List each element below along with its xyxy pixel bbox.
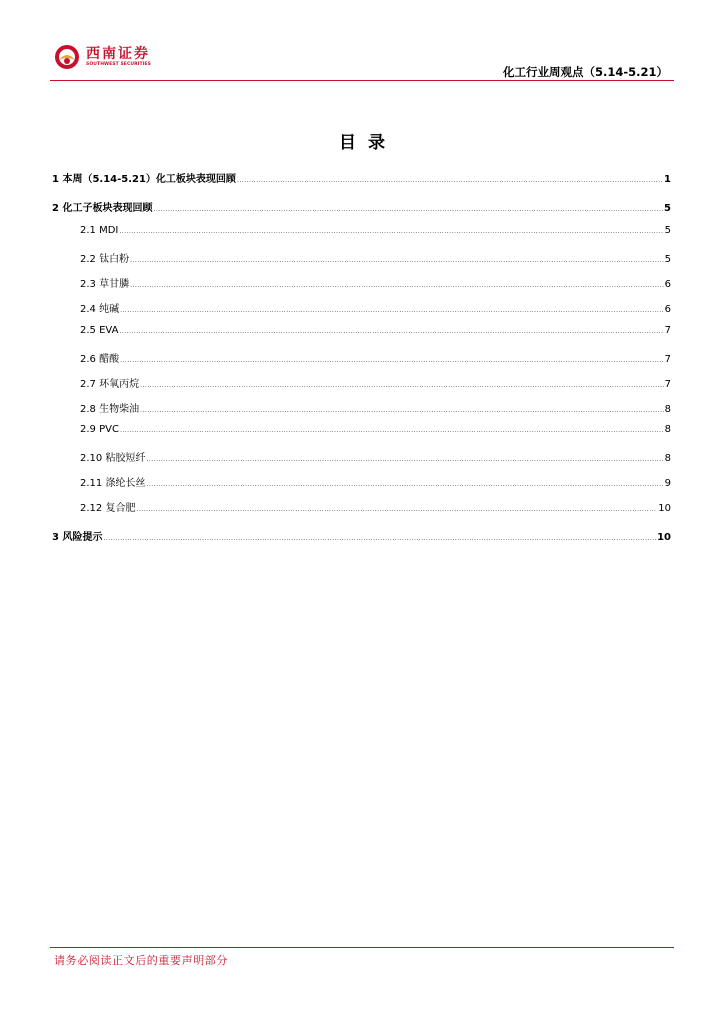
toc-entry-page-number: 10: [657, 532, 671, 543]
toc-entry[interactable]: [52, 449, 671, 465]
toc-entry-page-number: 6: [664, 304, 671, 315]
toc-dot-leader: [136, 506, 657, 513]
toc-dot-leader: [120, 427, 664, 434]
toc-entry[interactable]: [52, 250, 671, 266]
toc-dot-leader: [130, 257, 664, 264]
toc-entry[interactable]: [52, 424, 671, 440]
toc-dot-leader: [146, 481, 663, 488]
company-logo: [54, 44, 151, 70]
toc-entry-label: 2.10 粘胶短纤: [80, 453, 146, 464]
toc-dot-leader: [119, 328, 663, 335]
toc-entry-label: 2.11 涤纶长丝: [80, 478, 146, 489]
toc-dot-leader: [140, 407, 664, 414]
toc-entry-page-number: 5: [664, 203, 671, 214]
logo-text: [86, 46, 151, 68]
toc-entry[interactable]: [52, 499, 671, 515]
toc-entry[interactable]: [52, 225, 671, 241]
toc-dot-leader: [120, 307, 664, 314]
toc-entry-label: 2.3 草甘膦: [80, 279, 130, 290]
toc-entry-page-number: 8: [664, 404, 671, 415]
toc-entry-label: 3 风险提示: [52, 532, 103, 543]
toc-entry-label: 2.4 纯碱: [80, 304, 120, 315]
toc-entry-label: 2.7 环氧丙烷: [80, 379, 140, 390]
toc-entry-page-number: 5: [664, 225, 671, 236]
toc-entry[interactable]: [52, 325, 671, 341]
toc-entry-page-number: 8: [664, 453, 671, 464]
logo-english-name: SOUTHWEST SECURITIES: [86, 62, 151, 67]
toc-entry[interactable]: [52, 170, 671, 186]
toc-entry-page-number: 7: [664, 325, 671, 336]
toc-entry-page-number: 7: [664, 379, 671, 390]
toc-entry[interactable]: [52, 275, 671, 291]
toc-entry-label: 2 化工子板块表现回顾: [52, 203, 153, 214]
toc-heading: 目录: [339, 133, 397, 153]
toc-entry[interactable]: [52, 375, 671, 391]
toc-entry-label: 2.8 生物柴油: [80, 404, 140, 415]
toc-entry-page-number: 10: [658, 503, 671, 514]
toc-entry-label: 2.2 钛白粉: [80, 254, 130, 265]
footer-divider: [50, 947, 674, 948]
toc-dot-leader: [237, 177, 663, 184]
toc-dot-leader: [130, 282, 664, 289]
toc-entry[interactable]: [52, 474, 671, 490]
toc-entry-label: 2.9 PVC: [80, 424, 119, 435]
toc-dot-leader: [140, 382, 664, 389]
toc-entry-label: 1 本周（5.14-5.21）化工板块表现回顾: [52, 174, 236, 185]
toc-entry-label: 2.5 EVA: [80, 325, 119, 336]
toc-entry[interactable]: [52, 199, 671, 215]
toc-dot-leader: [120, 357, 664, 364]
toc-entry-page-number: 8: [664, 424, 671, 435]
toc-entry-label: 2.12 复合肥: [80, 503, 136, 514]
toc-dot-leader: [153, 206, 663, 213]
toc-dot-leader: [119, 228, 663, 235]
company-logo-icon: [54, 44, 80, 70]
toc-dot-leader: [146, 456, 663, 463]
toc-entry[interactable]: [52, 350, 671, 366]
toc-entry-page-number: 9: [664, 478, 671, 489]
toc-entry-page-number: 6: [664, 279, 671, 290]
logo-chinese-name: 西南证券: [86, 46, 150, 62]
toc-dot-leader: [103, 535, 656, 542]
report-header-title: 化工行业周观点（5.14-5.21）: [502, 65, 668, 79]
toc-entry-page-number: 5: [664, 254, 671, 265]
toc-entry[interactable]: [52, 400, 671, 416]
toc-entry-label: 2.1 MDI: [80, 225, 119, 236]
toc-entry-label: 2.6 醋酸: [80, 354, 120, 365]
toc-entry[interactable]: [52, 300, 671, 316]
footer-disclaimer: 请务必阅读正文后的重要声明部分: [54, 954, 228, 967]
toc-entry[interactable]: [52, 528, 671, 544]
toc-entry-page-number: 1: [664, 174, 671, 185]
header-divider: [50, 80, 674, 81]
toc-entry-page-number: 7: [664, 354, 671, 365]
